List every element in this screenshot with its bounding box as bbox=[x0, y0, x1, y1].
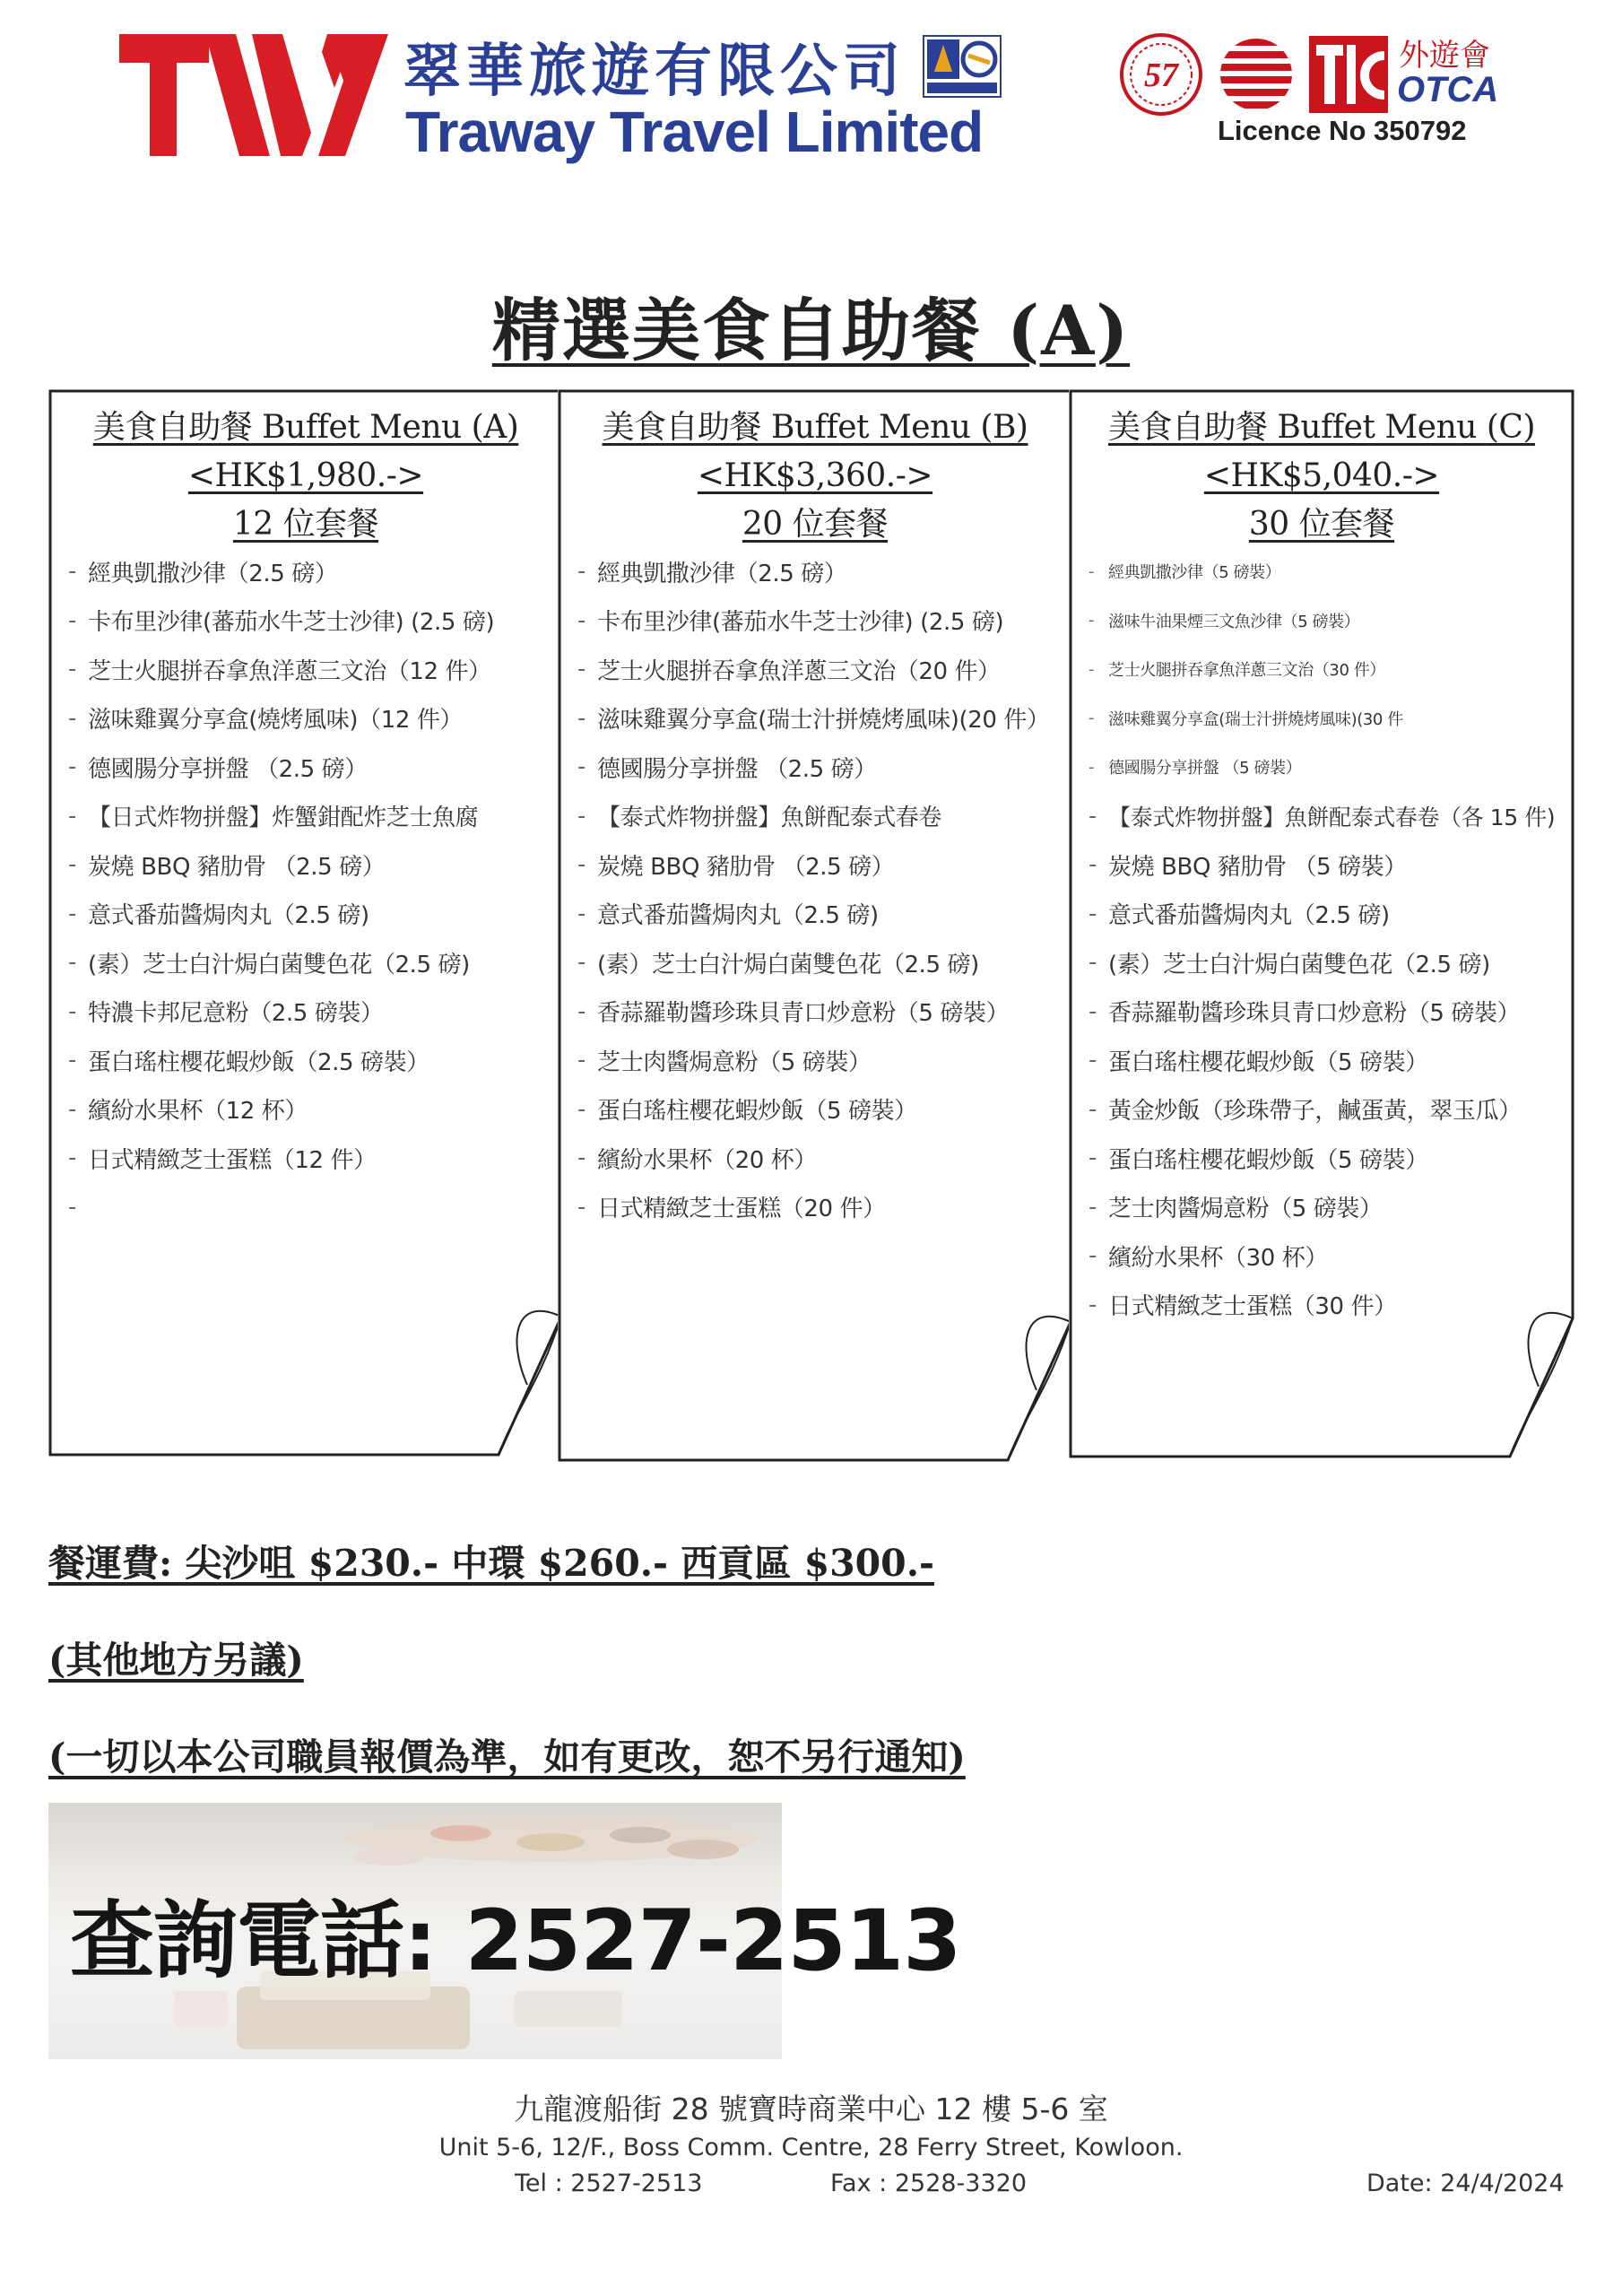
bullet-dash: - bbox=[577, 1193, 585, 1221]
menu-item-text: 日式精緻芝士蛋糕（30 件） bbox=[1108, 1293, 1397, 1321]
brand-name-english: Traway Travel Limited bbox=[405, 100, 984, 164]
licence-number: Licence No 350792 bbox=[1218, 115, 1467, 146]
menu-item bbox=[577, 1085, 1050, 1135]
menu-price: <HK$5,040.-> bbox=[1203, 457, 1440, 494]
bullet-dash: - bbox=[1089, 1144, 1097, 1172]
bullet-dash: - bbox=[68, 997, 76, 1025]
bullet-dash: - bbox=[1089, 997, 1097, 1025]
bullet-dash: - bbox=[68, 656, 76, 683]
menu-item bbox=[1089, 1281, 1555, 1330]
bullet-dash: - bbox=[1089, 561, 1095, 581]
menu-item-text: 香蒜羅勒醬珍珠貝青口炒意粉（5 磅裝） bbox=[1108, 1000, 1521, 1028]
menu-item bbox=[1089, 792, 1555, 841]
bullet-dash: - bbox=[577, 949, 585, 977]
address-chinese: 九龍渡船街 28 號寶時商業中心 12 樓 5-6 室 bbox=[514, 2092, 1108, 2126]
card-header bbox=[48, 404, 563, 549]
menu-item-text: 德國腸分享拼盤 （2.5 磅） bbox=[597, 755, 877, 783]
menu-item-text: 經典凱撒沙律（2.5 磅） bbox=[88, 560, 338, 587]
bullet-dash: - bbox=[68, 704, 76, 732]
bullet-dash: - bbox=[68, 1193, 76, 1221]
menu-item bbox=[577, 743, 1050, 792]
pricing-disclaimer: (一切以本公司職員報價為準，如有更改，恕不另行通知) bbox=[48, 1735, 966, 1779]
menu-item bbox=[1089, 1036, 1555, 1085]
enquiry-hotline: 查詢電話: 2527-2513 bbox=[70, 1892, 961, 1990]
menu-item-list bbox=[1089, 547, 1555, 1329]
bullet-dash: - bbox=[577, 802, 585, 830]
tic-logo-icon bbox=[1309, 36, 1388, 113]
otca-logo-text: OTCA bbox=[1397, 70, 1499, 109]
menu-item bbox=[577, 547, 1050, 596]
menu-item bbox=[577, 1036, 1050, 1085]
menu-item-text: 經典凱撒沙律（5 磅裝） bbox=[1108, 563, 1281, 583]
menu-item bbox=[577, 840, 1050, 890]
menu-item bbox=[1089, 645, 1555, 694]
bullet-dash: - bbox=[1089, 1291, 1097, 1318]
menu-item bbox=[68, 645, 494, 694]
menu-item bbox=[577, 1183, 1050, 1232]
menu-item-text: 滋味雞翼分享盒(瑞士汁拼燒烤風味)(30 件 bbox=[1108, 709, 1403, 729]
menu-card-c bbox=[1069, 389, 1574, 1458]
menu-item-list bbox=[68, 547, 494, 1231]
bullet-dash: - bbox=[577, 1144, 585, 1172]
menu-name: 美食自助餐 Buffet Menu (C) bbox=[1107, 409, 1536, 446]
menu-item-text: 卡布里沙律(蕃茄水牛芝士沙律) (2.5 磅) bbox=[88, 609, 495, 637]
menu-item-text: 炭燒 BBQ 豬肋骨 （2.5 磅） bbox=[597, 853, 895, 881]
menu-item bbox=[68, 938, 494, 987]
menu-item-text: 德國腸分享拼盤 （2.5 磅） bbox=[88, 755, 368, 783]
bullet-dash: - bbox=[68, 1144, 76, 1172]
bullet-dash: - bbox=[1089, 803, 1097, 830]
menu-item-text: 芝士火腿拼吞拿魚洋蔥三文治（12 件） bbox=[88, 657, 491, 685]
menu-item-text: (素）芝士白汁焗白菌雙色花（2.5 磅) bbox=[597, 951, 979, 978]
menu-item bbox=[577, 645, 1050, 694]
menu-item-text: 蛋白瑤柱櫻花蝦炒飯（2.5 磅裝） bbox=[88, 1048, 429, 1076]
menu-item-text: (素）芝士白汁焗白菌雙色花（2.5 磅) bbox=[88, 951, 470, 978]
bullet-dash: - bbox=[1089, 949, 1097, 977]
menu-item bbox=[1089, 547, 1555, 596]
menu-item-text: 香蒜羅勒醬珍珠貝青口炒意粉（5 磅裝） bbox=[597, 1000, 1010, 1028]
bullet-dash: - bbox=[1089, 757, 1095, 777]
fax-number: Fax : 2528-3320 bbox=[830, 2170, 1028, 2197]
menu-item bbox=[577, 890, 1050, 939]
bullet-dash: - bbox=[68, 606, 76, 634]
other-areas-note: (其他地方另議) bbox=[48, 1639, 304, 1682]
menu-item bbox=[68, 596, 494, 646]
menu-item-text: 意式番茄醬焗肉丸（2.5 磅) bbox=[1108, 902, 1390, 930]
otca-chinese: 外遊會 bbox=[1399, 38, 1490, 74]
menu-item bbox=[1089, 596, 1555, 646]
menu-item-text: 繽紛水果杯（20 杯） bbox=[597, 1146, 817, 1174]
menu-item bbox=[68, 1085, 494, 1135]
card-header bbox=[558, 404, 1072, 549]
menu-size: 12 位套餐 bbox=[232, 506, 379, 543]
menu-item-text: 芝士火腿拼吞拿魚洋蔥三文治（30 件） bbox=[1108, 661, 1386, 681]
globe-stripes-icon bbox=[1216, 34, 1297, 115]
bullet-dash: - bbox=[68, 802, 76, 830]
menu-name: 美食自助餐 Buffet Menu (B) bbox=[602, 409, 1028, 446]
bullet-dash: - bbox=[577, 558, 585, 586]
menu-item bbox=[68, 890, 494, 939]
menu-item bbox=[577, 694, 1050, 744]
bullet-dash: - bbox=[68, 1047, 76, 1074]
menu-item bbox=[577, 1134, 1050, 1183]
menu-card-b bbox=[558, 389, 1072, 1462]
bullet-dash: - bbox=[577, 1047, 585, 1074]
bullet-dash: - bbox=[1089, 1095, 1097, 1123]
menu-item-text: 滋味牛油果煙三文魚沙律（5 磅裝） bbox=[1108, 612, 1360, 631]
page-title-text: 精選美食自助餐 (A) bbox=[491, 291, 1131, 370]
menu-item-text: 卡布里沙律(蕃茄水牛芝士沙律) (2.5 磅) bbox=[597, 609, 1004, 637]
telephone: Tel : 2527-2513 bbox=[515, 2170, 703, 2197]
menu-item-text: 芝士火腿拼吞拿魚洋蔥三文治（20 件） bbox=[597, 657, 1001, 685]
bullet-dash: - bbox=[1089, 611, 1095, 631]
card-header bbox=[1069, 404, 1574, 549]
menu-item-text: 意式番茄醬焗肉丸（2.5 磅) bbox=[88, 902, 369, 930]
menu-price: <HK$3,360.-> bbox=[697, 457, 933, 494]
anniversary-57-icon bbox=[1119, 32, 1203, 117]
menu-item bbox=[1089, 1231, 1555, 1281]
menu-item bbox=[577, 792, 1050, 841]
menu-item-text: 炭燒 BBQ 豬肋骨 （5 磅裝） bbox=[1108, 853, 1407, 881]
menu-item-text: (素）芝士白汁焗白菌雙色花（2.5 磅) bbox=[1108, 951, 1490, 978]
bullet-dash: - bbox=[1089, 1193, 1097, 1221]
menu-item-text: 特濃卡邦尼意粉（2.5 磅裝） bbox=[88, 1000, 384, 1028]
delivery-fee: 餐運費: 尖沙咀 $230.- 中環 $260.- 西貢區 $300.- bbox=[48, 1542, 934, 1585]
menu-item bbox=[1089, 743, 1555, 792]
document-date: Date: 24/4/2024 bbox=[1366, 2170, 1565, 2197]
menu-item bbox=[577, 987, 1050, 1037]
menu-item-text: 德國腸分享拼盤 （5 磅裝） bbox=[1108, 759, 1302, 778]
menu-item bbox=[68, 743, 494, 792]
bullet-dash: - bbox=[1089, 1047, 1097, 1074]
menu-item bbox=[68, 987, 494, 1037]
menu-item-text: 炭燒 BBQ 豬肋骨 （2.5 磅） bbox=[88, 853, 386, 881]
traway-logo bbox=[119, 34, 388, 156]
bullet-dash: - bbox=[1089, 659, 1095, 679]
menu-item-text: 經典凱撒沙律（2.5 磅） bbox=[597, 560, 847, 587]
menu-item-text: 繽紛水果杯（12 杯） bbox=[88, 1098, 308, 1126]
menu-item-text: 繽紛水果杯（30 杯） bbox=[1108, 1244, 1328, 1272]
menu-price: <HK$1,980.-> bbox=[187, 457, 424, 494]
page-title bbox=[0, 276, 1622, 374]
bullet-dash: - bbox=[1089, 900, 1097, 927]
bullet-dash: - bbox=[68, 851, 76, 879]
menu-item bbox=[68, 792, 494, 841]
bullet-dash: - bbox=[68, 1095, 76, 1123]
menu-item-text: 【泰式炸物拼盤】魚餅配泰式春卷（各 15 件) bbox=[1108, 804, 1556, 831]
bullet-dash: - bbox=[68, 949, 76, 977]
menu-size: 20 位套餐 bbox=[742, 506, 889, 543]
menu-item bbox=[1089, 1134, 1555, 1183]
bullet-dash: - bbox=[577, 753, 585, 781]
menu-size: 30 位套餐 bbox=[1248, 506, 1395, 543]
menu-item bbox=[1089, 1183, 1555, 1232]
menu-item bbox=[1089, 1085, 1555, 1135]
menu-item-text: 【日式炸物拼盤】炸蟹鉗配炸芝士魚腐 bbox=[88, 804, 479, 832]
menu-name: 美食自助餐 Buffet Menu (A) bbox=[92, 409, 519, 446]
menu-item-text: 黃金炒飯（珍珠帶子，鹹蛋黃，翠玉瓜） bbox=[1108, 1098, 1522, 1126]
menu-item-text: 滋味雞翼分享盒(燒烤風味)（12 件） bbox=[88, 707, 464, 735]
menu-item-text: 【泰式炸物拼盤】魚餅配泰式春卷 bbox=[597, 804, 942, 832]
menu-item bbox=[1089, 890, 1555, 939]
bullet-dash: - bbox=[577, 656, 585, 683]
svg-text:57: 57 bbox=[1144, 57, 1178, 94]
menu-item-text: 芝士肉醬焗意粉（5 磅裝） bbox=[597, 1048, 872, 1076]
menu-item-text: 日式精緻芝士蛋糕（12 件） bbox=[88, 1146, 377, 1174]
bullet-dash: - bbox=[577, 704, 585, 732]
bullet-dash: - bbox=[577, 1095, 585, 1123]
bullet-dash: - bbox=[1089, 709, 1095, 728]
bullet-dash: - bbox=[577, 606, 585, 634]
menu-item bbox=[1089, 987, 1555, 1037]
bullet-dash: - bbox=[1089, 851, 1097, 879]
menu-item-text: 蛋白瑤柱櫻花蝦炒飯（5 磅裝） bbox=[1108, 1048, 1428, 1076]
menu-item bbox=[68, 1134, 494, 1183]
bullet-dash: - bbox=[577, 900, 585, 927]
menu-item bbox=[68, 1036, 494, 1085]
menu-item bbox=[577, 938, 1050, 987]
menu-item bbox=[68, 1183, 494, 1232]
menu-item bbox=[1089, 694, 1555, 744]
menu-item bbox=[68, 694, 494, 744]
menu-item bbox=[1089, 938, 1555, 987]
menu-item-text: 日式精緻芝士蛋糕（20 件） bbox=[597, 1196, 886, 1223]
menu-item-text: 蛋白瑤柱櫻花蝦炒飯（5 磅裝） bbox=[1108, 1146, 1428, 1174]
menu-item-text: 滋味雞翼分享盒(瑞士汁拼燒烤風味)(20 件） bbox=[597, 707, 1050, 735]
menu-item bbox=[68, 840, 494, 890]
bullet-dash: - bbox=[68, 753, 76, 781]
bullet-dash: - bbox=[68, 900, 76, 927]
menu-item-list bbox=[577, 547, 1050, 1231]
menu-item-text: 蛋白瑤柱櫻花蝦炒飯（5 磅裝） bbox=[597, 1098, 917, 1126]
menu-item bbox=[1089, 840, 1555, 890]
address-english: Unit 5-6, 12/F., Boss Comm. Centre, 28 Ferry Street, Kowloon. bbox=[438, 2134, 1184, 2161]
bullet-dash: - bbox=[577, 997, 585, 1025]
bullet-dash: - bbox=[1089, 1242, 1097, 1270]
bullet-dash: - bbox=[68, 558, 76, 586]
menu-item bbox=[577, 596, 1050, 646]
menu-item-text: 意式番茄醬焗肉丸（2.5 磅) bbox=[597, 902, 879, 930]
menu-item-text: 芝士肉醬焗意粉（5 磅裝） bbox=[1108, 1196, 1383, 1223]
brand-name-chinese: 翠華旅遊有限公司 bbox=[403, 39, 906, 105]
menu-item bbox=[68, 547, 494, 596]
iso-certification-icon bbox=[924, 36, 1001, 97]
bullet-dash: - bbox=[577, 851, 585, 879]
menu-card-a bbox=[48, 389, 563, 1457]
buffet-photo bbox=[48, 1803, 961, 2059]
